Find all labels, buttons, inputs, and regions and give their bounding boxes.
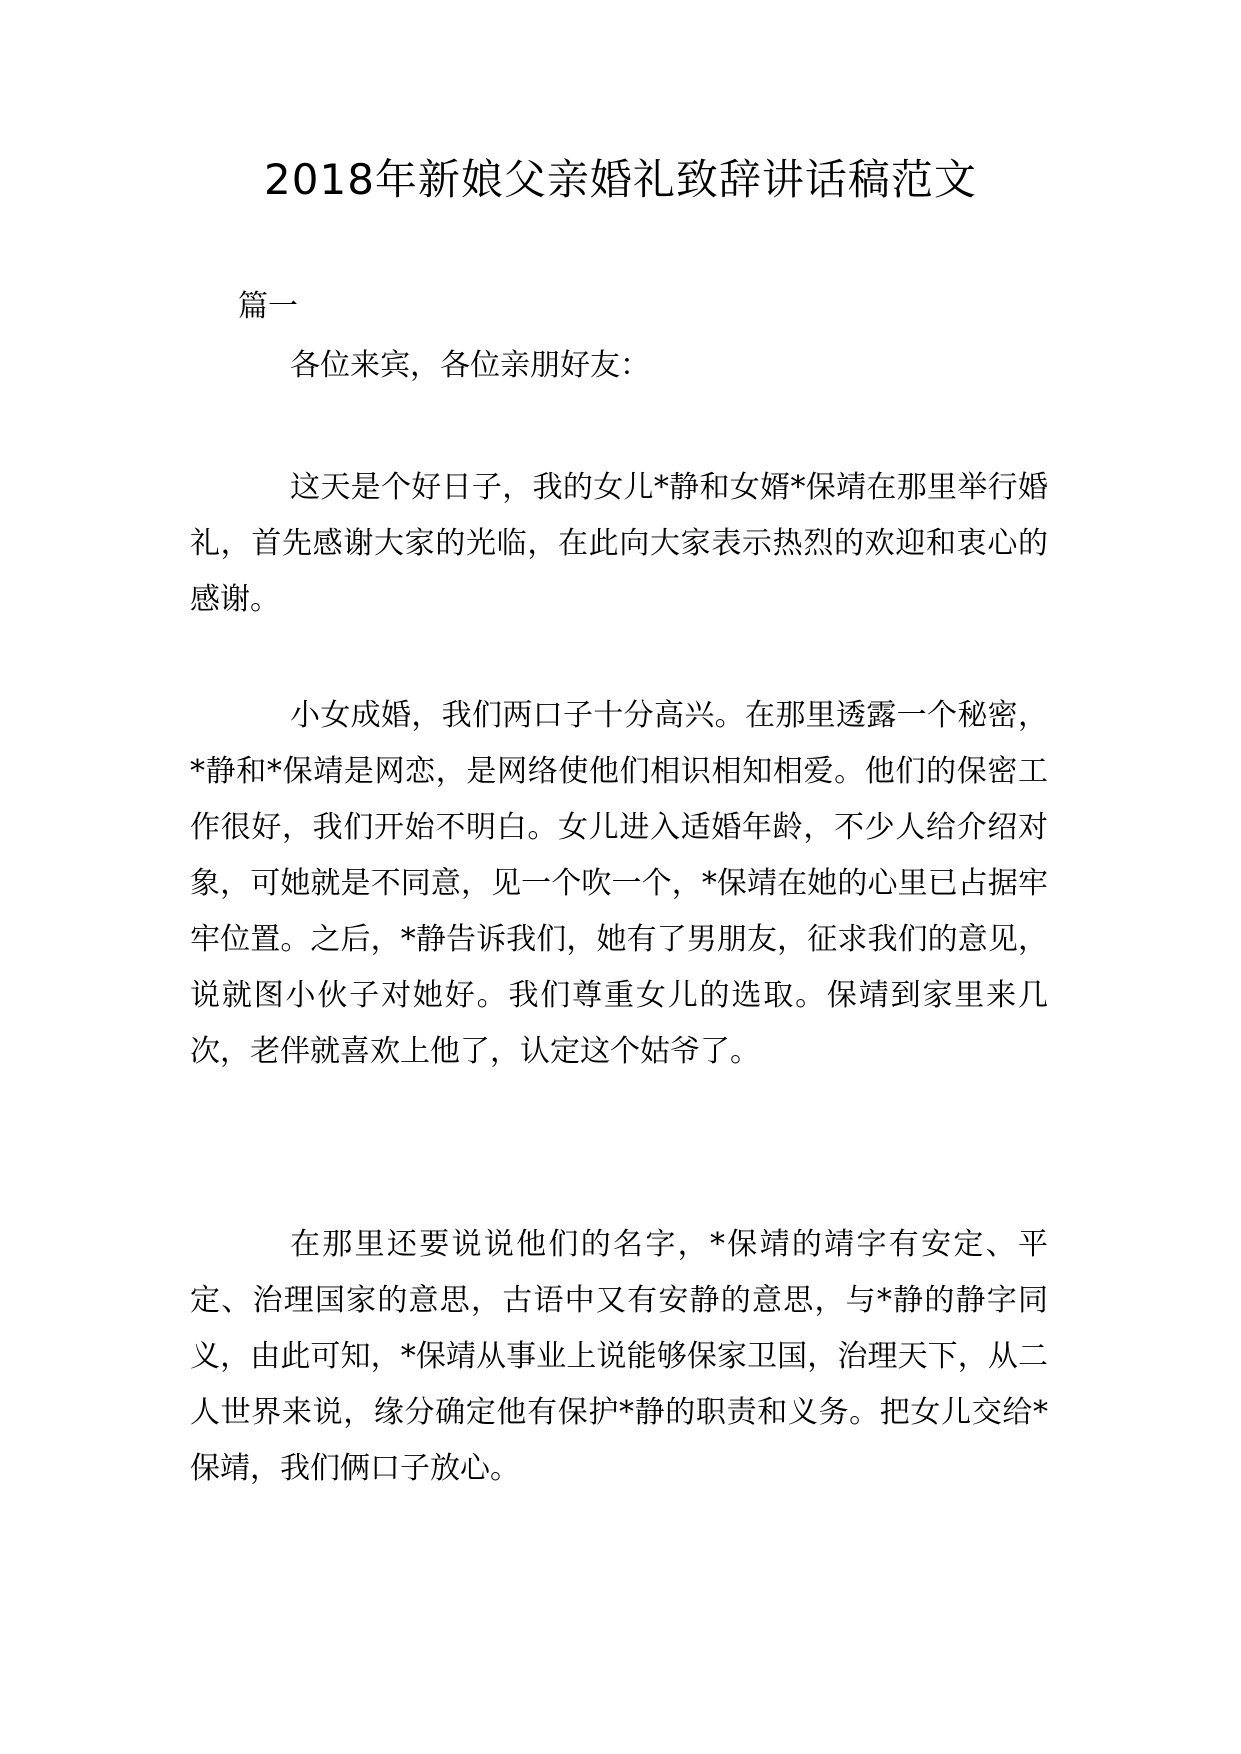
paragraph: 在那里还要说说他们的名字，*保靖的靖字有安定、平定、治理国家的意思，古语中又有安静的意思，与*静的静字同义，由此可知，*保靖从事业上说能够保家卫国，治理天下，从二人世界来说，缘分确定他有保护*静的职责和义务。把女儿交给*保靖，我们俩口子放心。	[190, 1227, 1048, 1486]
paragraph: 这天是个好日子，我的女儿*静和女婿*保靖在那里举行婚礼，首先感谢大家的光临，在此向大家表示热烈的欢迎和衷心的感谢。	[190, 470, 1048, 617]
section-label: 篇一	[238, 289, 298, 324]
document-title: 2018年新娘父亲婚礼致辞讲话稿范文	[264, 155, 977, 204]
greeting-line: 各位来宾，各位亲朋好友：	[290, 348, 650, 383]
paragraph: 小女成婚，我们两口子十分高兴。在那里透露一个秘密，*静和*保靖是网恋，是网络使他们相识相知相爱。他们的保密工作很好，我们开始不明白。女儿进入适婚年龄，不少人给介绍对象，可她就是不同意，见一个吹一个，*保靖在她的心里已占据牢牢位置。之后，*静告诉我们，她有了男朋友，征求我们的意见，说就图小伙子对她好。我们尊重女儿的选取。保靖到家里来几次，老伴就喜欢上他了，认定这个姑爷了。	[190, 698, 1048, 1069]
